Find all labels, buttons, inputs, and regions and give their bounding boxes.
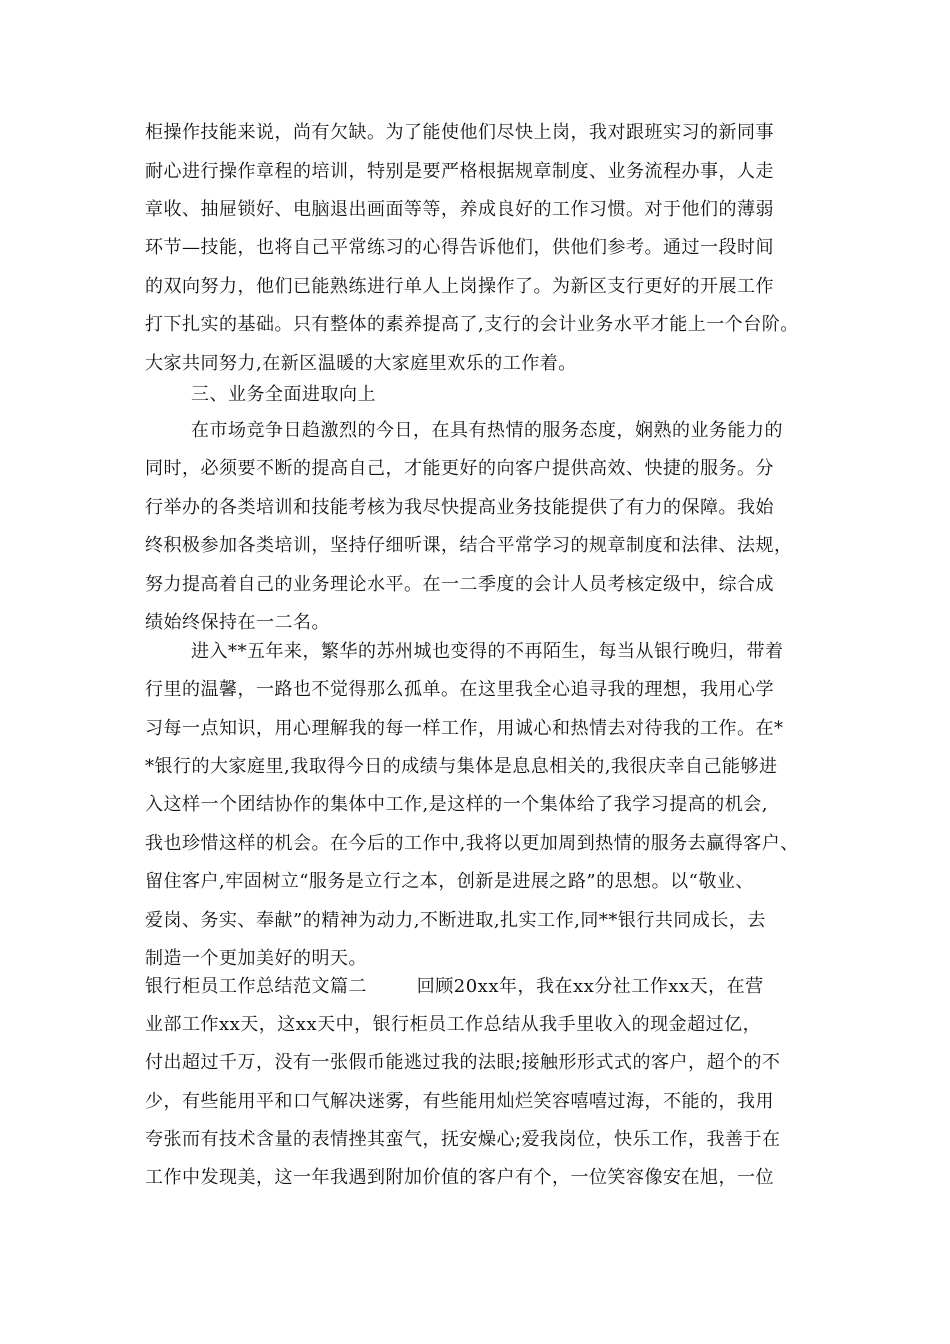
- text-line: 终积极参加各类培训，坚持仔细听课，结合平常学习的规章制度和法律、法规，: [145, 535, 793, 556]
- text-line: 行里的温馨，一路也不觉得那么孤单。在这里我全心追寻我的理想，我用心学: [145, 679, 774, 700]
- text-line: 制造一个更加美好的明天。: [145, 948, 367, 969]
- text-line: 章收、抽屉锁好、电脑退出画面等等，养成良好的工作习惯。对于他们的薄弱: [145, 199, 774, 220]
- text-line: 夸张而有技术含量的表情挫其蛮气，抚安燥心;爱我岗位，快乐工作，我善于在: [145, 1129, 781, 1150]
- text-line: 耐心进行操作章程的培训，特别是要严格根据规章制度、业务流程办事，人走: [145, 161, 774, 182]
- text-line: 打下扎实的基础。只有整体的素养提高了,支行的会计业务水平才能上一个台阶。: [145, 314, 799, 335]
- text-line: 努力提高着自己的业务理论水平。在一二季度的会计人员考核定级中，综合成: [145, 574, 774, 595]
- text-line: 爱岗、务实、奉献”的精神为动力,不断进取,扎实工作,同**银行共同成长，去: [145, 910, 766, 931]
- text-line: 习每一点知识，用心理解我的每一样工作，用诚心和热情去对待我的工作。在*: [145, 718, 784, 739]
- text-line: 柜操作技能来说，尚有欠缺。为了能使他们尽快上岗，我对跟班实习的新同事: [145, 122, 774, 143]
- text-line: 绩始终保持在一二名。: [145, 612, 330, 633]
- text-line: 行举办的各类培训和技能考核为我尽快提高业务技能提供了有力的保障。我始: [145, 497, 774, 518]
- text-line: 少，有些能用平和口气解决迷雾，有些能用灿烂笑容嘻嘻过海，不能的，我用: [145, 1091, 774, 1112]
- section-title-line: 银行柜员工作总结范文篇二 回顾20xx年，我在xx分社工作xx天，在营: [145, 976, 764, 997]
- text-line: 入这样一个团结协作的集体中工作,是这样的一个集体给了我学习提高的机会,: [145, 794, 768, 815]
- text-line: 我也珍惜这样的机会。在今后的工作中,我将以更加周到热情的服务去赢得客户、: [145, 833, 799, 854]
- text-line: 工作中发现美，这一年我遇到附加价值的客户有个，一位笑容像安在旭，一位: [145, 1167, 774, 1188]
- text-line: 大家共同努力,在新区温暖的大家庭里欢乐的工作着。: [145, 353, 577, 374]
- text-line: 的双向努力，他们已能熟练进行单人上岗操作了。为新区支行更好的开展工作: [145, 276, 774, 297]
- text-line: 进入**五年来，繁华的苏州城也变得的不再陌生，每当从银行晚归，带着: [191, 641, 784, 662]
- text-line: *银行的大家庭里,我取得今日的成绩与集体是息息相关的,我很庆幸自己能够进: [145, 756, 778, 777]
- text-line: 付出超过千万，没有一张假币能逃过我的法眼;接触形形式式的客户，超个的不: [145, 1052, 781, 1073]
- text-line: 业部工作xx天，这xx天中，银行柜员工作总结从我手里收入的现金超过亿，: [145, 1014, 762, 1035]
- text-line: 留住客户,牢固树立“服务是立行之本，创新是进展之路”的思想。以“敬业、: [145, 871, 754, 892]
- text-line: 在市场竞争日趋激烈的今日，在具有热情的服务态度，娴熟的业务能力的: [191, 420, 783, 441]
- text-line: 环节—技能，也将自己平常练习的心得告诉他们，供他们参考。通过一段时间: [145, 237, 774, 258]
- text-line: 同时，必须要不断的提高自己，才能更好的向客户提供高效、快捷的服务。分: [145, 458, 774, 479]
- section-heading: 三、业务全面进取向上: [191, 384, 376, 405]
